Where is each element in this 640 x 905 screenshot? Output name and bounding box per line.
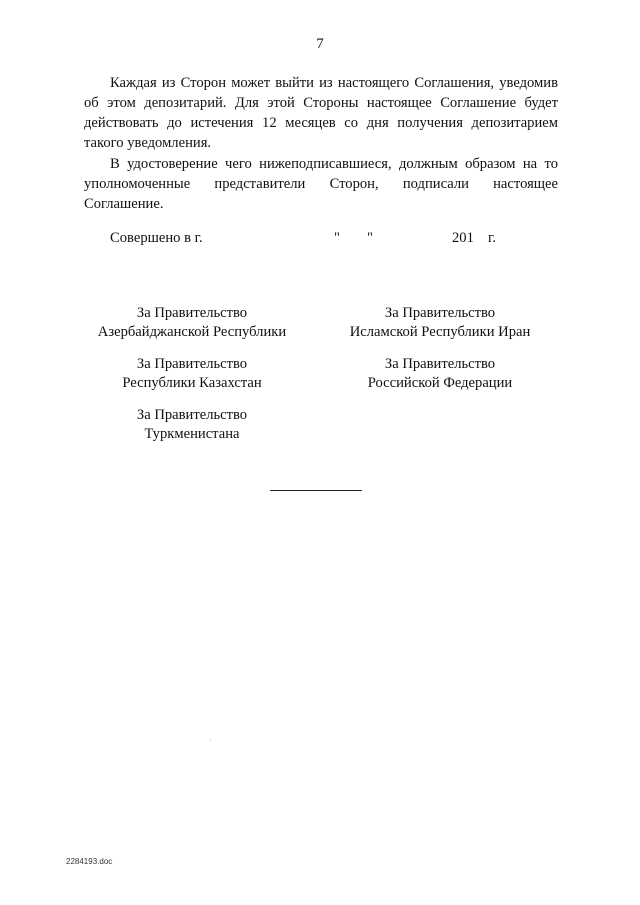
- signature-block-russia: [310, 355, 570, 393]
- done-quote-open: ": [334, 230, 340, 246]
- done-line: [110, 230, 530, 250]
- paragraph-witness: В удостоверение чего нижеподписавшиеся, должным образом на то уполномоченные представители Сторон, подписали настоящее Соглашение.: [84, 156, 558, 212]
- signature-heading: За Правительство: [136, 305, 248, 321]
- done-year: 201: [452, 230, 474, 246]
- page-number: 7: [316, 36, 324, 52]
- done-year-suffix: г.: [488, 230, 496, 246]
- scan-speck: [210, 740, 211, 741]
- signature-heading: За Правительство: [384, 305, 496, 321]
- signature-heading: За Правительство: [384, 356, 496, 372]
- signature-block-azerbaijan: [62, 304, 322, 342]
- signature-party: Азербайджанской Республики: [97, 324, 287, 340]
- done-place: Совершено в г.: [110, 230, 203, 246]
- signature-party: Российской Федерации: [367, 375, 513, 391]
- signature-heading: За Правительство: [136, 407, 248, 423]
- signature-party: Туркменистана: [144, 426, 240, 442]
- signature-block-iran: [310, 304, 570, 342]
- signature-block-kazakhstan: [62, 355, 322, 393]
- done-quote-close: ": [367, 230, 373, 246]
- end-divider: [270, 490, 362, 491]
- paragraph-withdrawal: Каждая из Сторон может выйти из настоящего Соглашения, уведомив об этом депозитарий. Для этой Стороны настоящее Соглашение будет действовать до истечения 12 месяцев со дня получения депозитарием такого уведомления.: [84, 75, 558, 151]
- signature-party: Республики Казахстан: [122, 375, 262, 391]
- signature-heading: За Правительство: [136, 356, 248, 372]
- document-id: 2284193.doc: [66, 857, 113, 866]
- signature-block-turkmenistan: [62, 406, 322, 444]
- signature-party: Исламской Республики Иран: [349, 324, 531, 340]
